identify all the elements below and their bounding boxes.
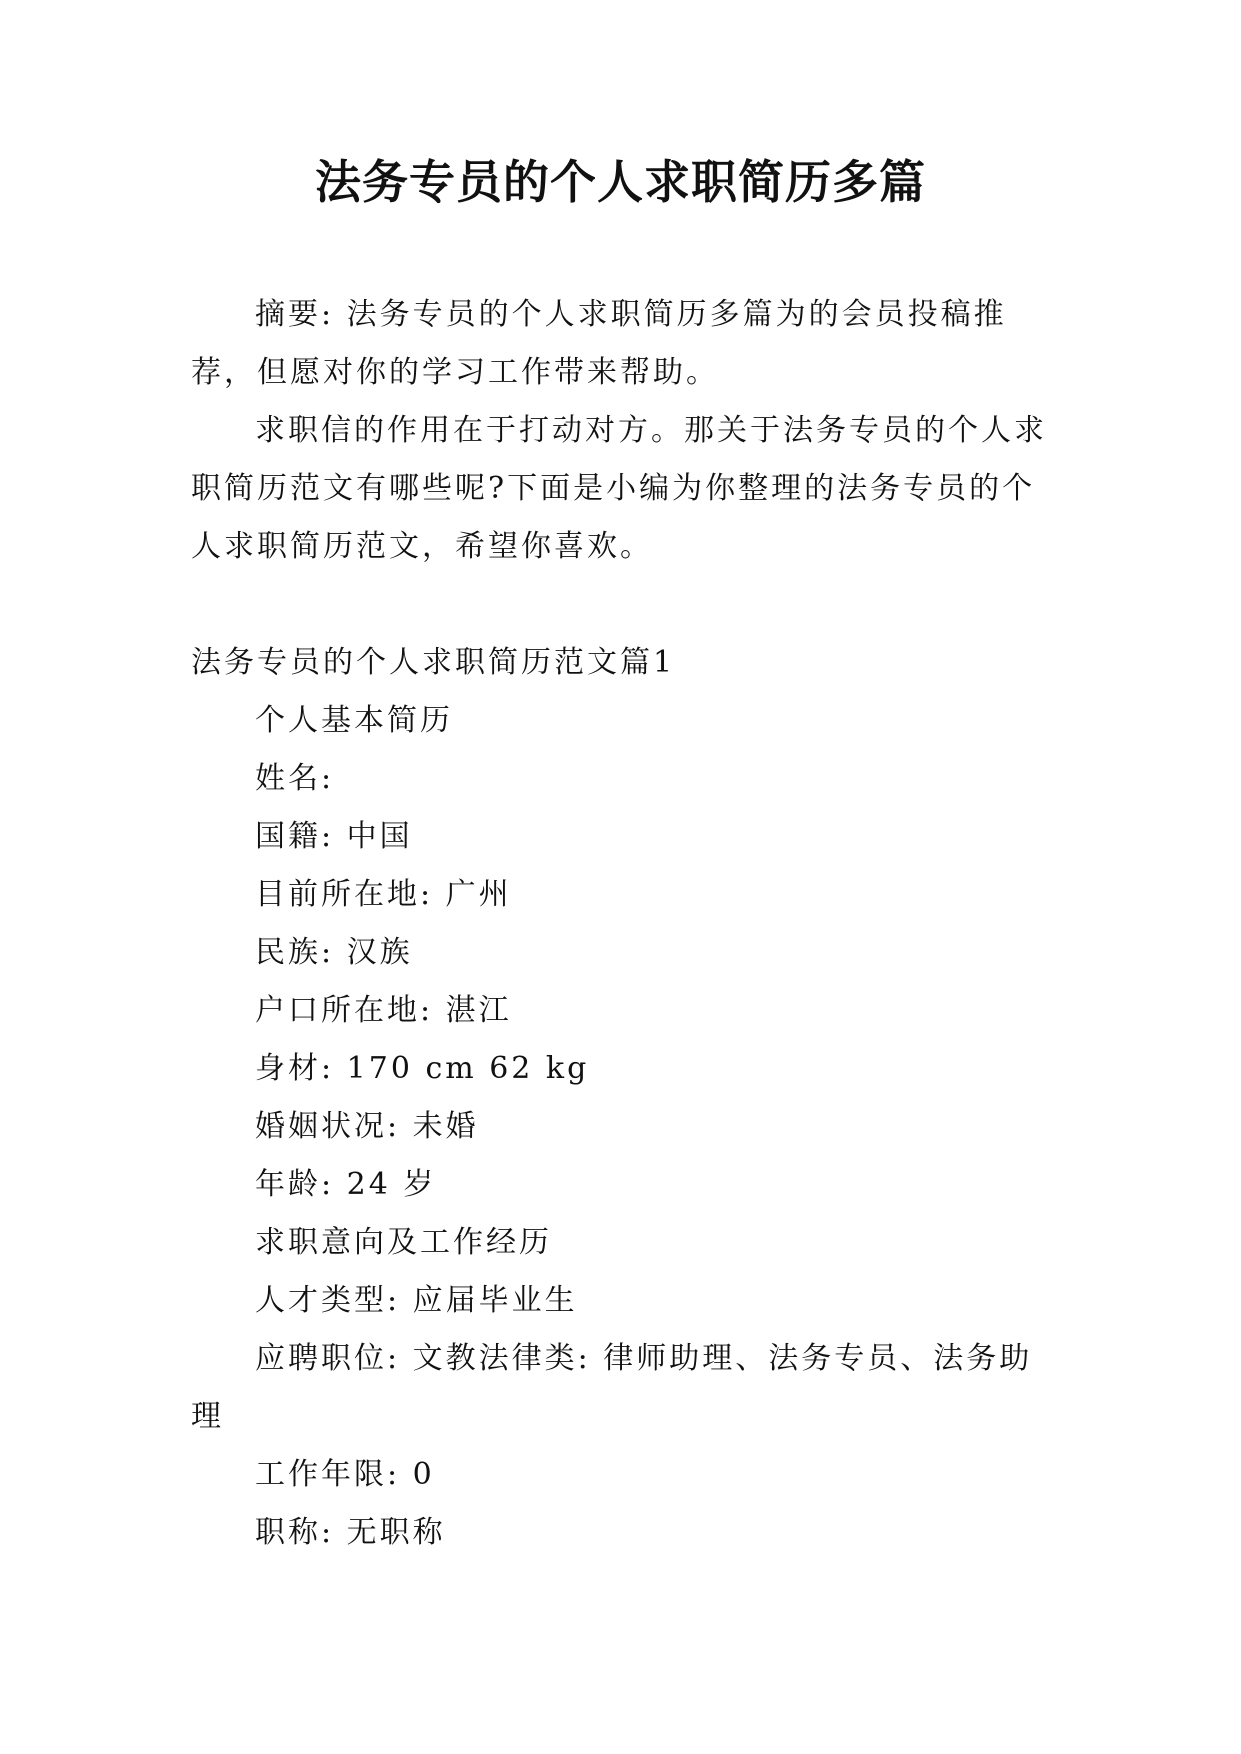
resume-line-title: 职称: 无职称: [255, 1515, 446, 1550]
abstract-paragraph: 摘要: 法务专员的个人求职简历多篇为的会员投稿推荐，但愿对你的学习工作带来帮助。: [191, 297, 1007, 390]
resume-line-age: 年龄: 24 岁: [255, 1167, 437, 1202]
paragraph-gap: [191, 576, 1051, 634]
resume-line-ethnicity: 民族: 汉族: [255, 935, 413, 970]
resume-line-job-intent: 求职意向及工作经历: [255, 1225, 552, 1260]
resume-line-basic-info: 个人基本简历: [255, 703, 453, 738]
resume-line-name: 姓名:: [255, 761, 335, 796]
resume-line-nationality: 国籍: 中国: [255, 819, 413, 854]
intro-paragraph: 求职信的作用在于打动对方。那关于法务专员的个人求职简历范文有哪些呢?下面是小编为你整理的法务专员的个人求职简历范文，希望你喜欢。: [191, 413, 1047, 564]
resume-line-years: 工作年限: 0: [255, 1457, 435, 1492]
resume-line-position: 应聘职位: 文教法律类: 律师助理、法务专员、法务助理: [191, 1341, 1033, 1434]
resume-line-location: 目前所在地: 广州: [255, 877, 512, 912]
resume-line-hukou: 户口所在地: 湛江: [255, 993, 512, 1028]
section-heading: 法务专员的个人求职简历范文篇1: [191, 645, 676, 680]
document-title: 法务专员的个人求职简历多篇: [315, 155, 926, 209]
document-body: [191, 286, 1051, 1562]
resume-line-talent-type: 人才类型: 应届毕业生: [255, 1283, 578, 1318]
resume-line-build: 身材: 170 cm 62 kg: [255, 1051, 590, 1086]
resume-line-marital: 婚姻状况: 未婚: [255, 1109, 479, 1144]
